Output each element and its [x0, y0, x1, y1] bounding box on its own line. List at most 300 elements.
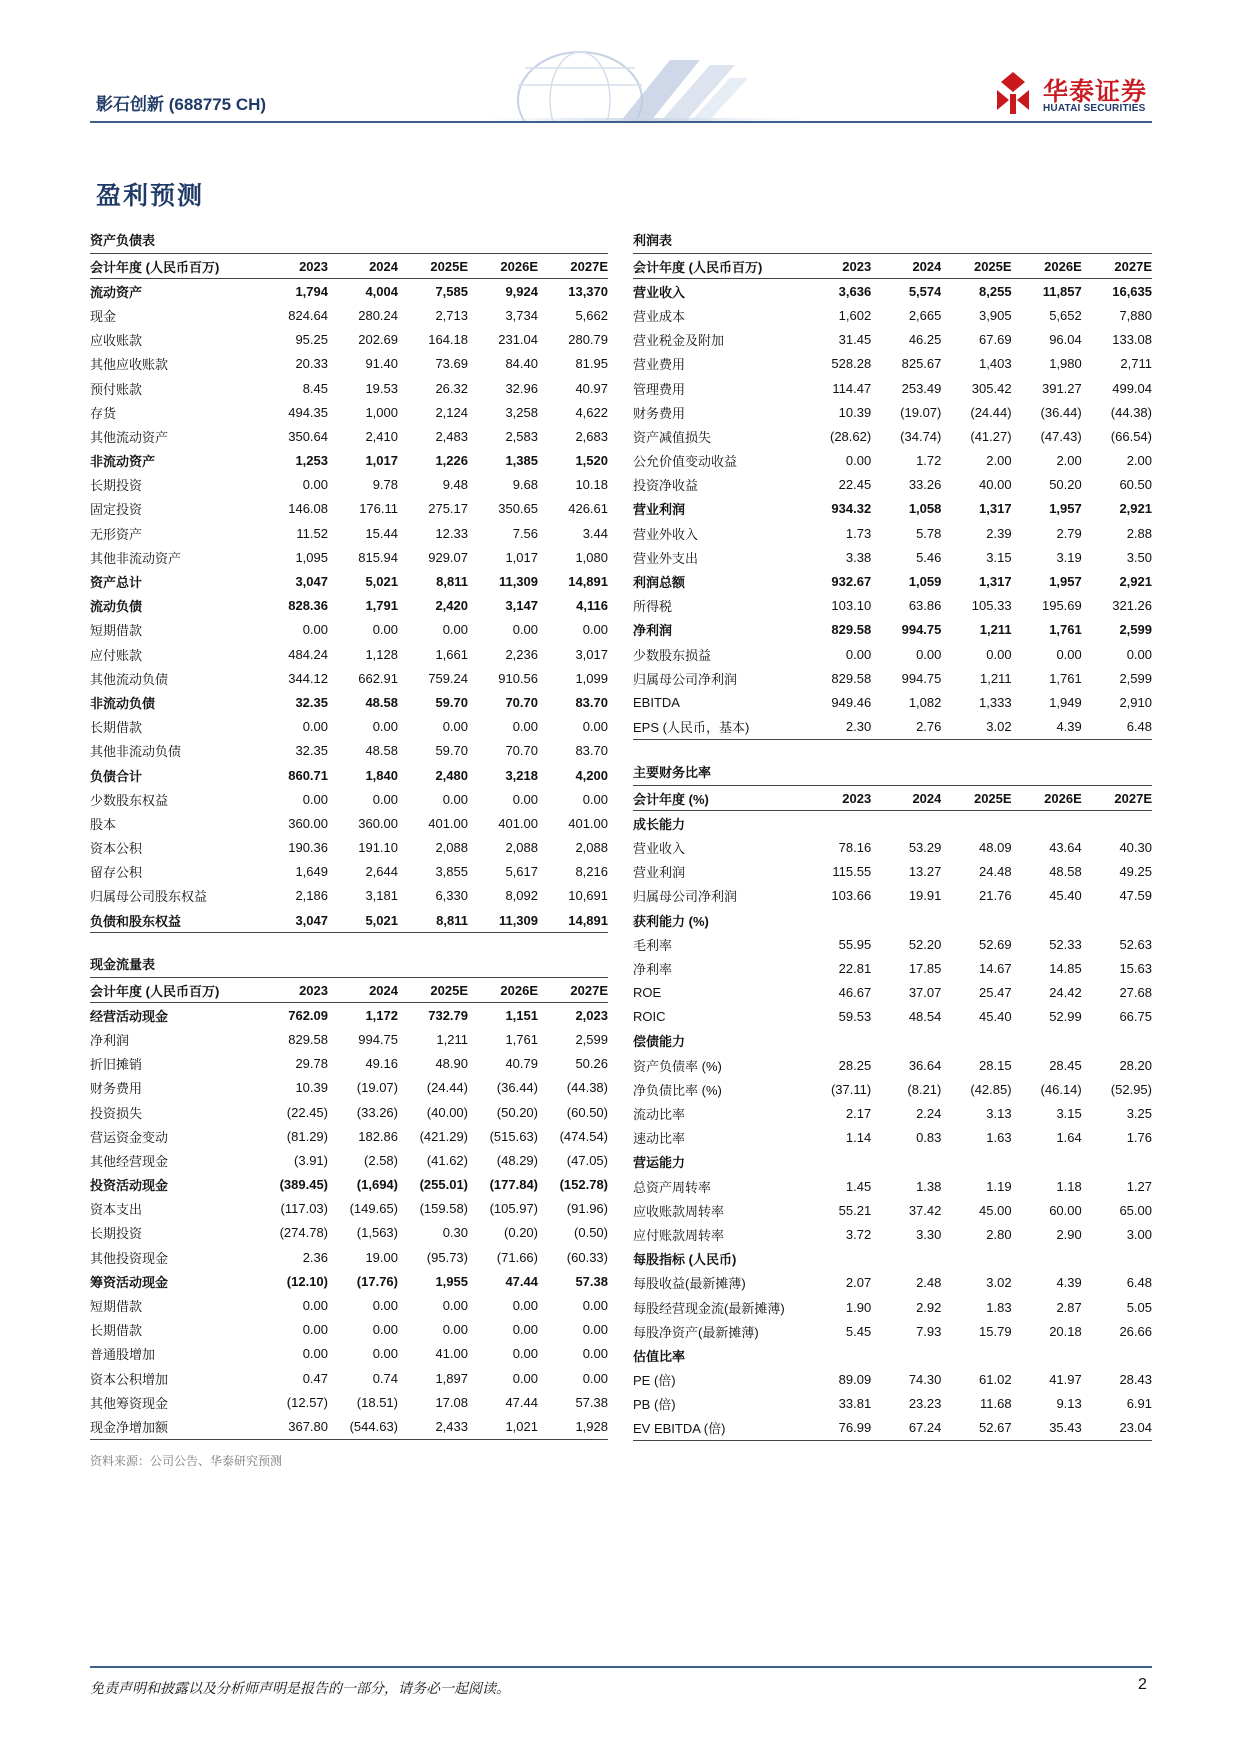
table-row [633, 666, 1152, 690]
row-value: 1.14 [845, 1130, 872, 1146]
table-row [90, 594, 608, 618]
table-title: 现金流量表 [90, 953, 608, 978]
row-value: 1,172 [365, 1007, 398, 1023]
row-value: 52.63 [1119, 936, 1152, 952]
row-value: 2,236 [505, 646, 538, 662]
row-value: 2,023 [575, 1007, 608, 1023]
table-row [90, 1414, 608, 1439]
row-value: 3.38 [845, 549, 872, 565]
table-row [90, 690, 608, 714]
row-value: (24.44) [426, 1080, 468, 1096]
table-row [633, 279, 1152, 304]
year-header: 2023 [801, 786, 871, 811]
section-title: 盈利预测 [96, 182, 205, 210]
row-value: 63.86 [908, 598, 942, 614]
row-value: 47.44 [505, 1394, 538, 1410]
row-value: 4,116 [576, 598, 608, 614]
header-label: 会计年度 (人民币百万) [90, 978, 258, 1003]
row-value: (46.14) [1040, 1081, 1082, 1097]
row-value: (1,563) [356, 1225, 398, 1241]
row-value: 4,004 [365, 283, 398, 299]
row-value: 19.00 [365, 1249, 398, 1265]
row-value: 20.18 [1049, 1323, 1082, 1339]
row-value: (47.05) [566, 1152, 608, 1168]
row-label: 获利能力 (%) [633, 913, 709, 929]
row-value: 22.45 [838, 477, 872, 493]
row-label: 营运资金变动 [90, 1129, 169, 1145]
table-row [90, 473, 608, 497]
row-value: 11,309 [468, 908, 538, 933]
row-value: (17.76) [356, 1273, 398, 1289]
row-value: 7.93 [916, 1323, 942, 1339]
row-label: 归属母公司净利润 [633, 671, 738, 687]
row-value: 0.00 [845, 453, 872, 469]
table-row [90, 860, 608, 884]
row-label: 非流动资产 [90, 454, 156, 470]
row-value: 2,583 [505, 428, 538, 444]
row-value: 9.68 [512, 477, 538, 493]
table-row [633, 594, 1152, 618]
row-label: 长期投资 [90, 1226, 143, 1242]
row-value: (544.63) [328, 1414, 398, 1439]
row-value: 0.00 [302, 719, 328, 735]
row-value: 2,088 [435, 840, 468, 856]
row-value [1082, 908, 1152, 932]
table-row [633, 1247, 1152, 1271]
table-row [90, 521, 608, 545]
row-label: 负债和股东权益 [90, 908, 258, 933]
row-value: 35.43 [1012, 1416, 1082, 1441]
table-row [633, 328, 1152, 352]
row-value [1082, 811, 1152, 836]
row-value: 10.39 [838, 404, 872, 420]
row-label: 无形资产 [90, 526, 143, 542]
year-header: 2025E [398, 254, 468, 279]
row-value: 52.33 [1049, 936, 1082, 952]
table-row [633, 1416, 1152, 1441]
row-value: 83.70 [575, 743, 608, 759]
row-value: 5.45 [845, 1323, 872, 1339]
table-row [633, 1271, 1152, 1295]
row-label: 归属母公司净利润 [633, 889, 738, 905]
row-label: 现金净增加额 [90, 1414, 258, 1439]
row-label: 其他应收账款 [90, 357, 169, 373]
row-value: (0.20) [504, 1225, 538, 1241]
row-value: (33.26) [356, 1104, 398, 1120]
row-value: 321.26 [1112, 598, 1152, 614]
row-value: 76.99 [801, 1416, 871, 1441]
row-value: 1,000 [365, 404, 398, 420]
year-header: 2024 [871, 786, 941, 811]
row-value: (0.50) [574, 1225, 608, 1241]
row-value: 499.04 [1112, 380, 1152, 396]
row-value: 2.87 [1056, 1299, 1082, 1315]
row-value: 528.28 [831, 356, 872, 372]
row-value: 15.79 [979, 1323, 1012, 1339]
logo-english-name: HUATAI SECURITIES [1043, 103, 1146, 114]
row-value: 0.00 [372, 791, 398, 807]
row-label: 营运能力 [633, 1155, 686, 1171]
row-value: 0.00 [302, 1346, 328, 1362]
year-header: 2026E [1012, 786, 1082, 811]
row-value: 1,661 [435, 646, 468, 662]
row-label: 每股指标 (人民币) [633, 1252, 737, 1268]
row-value: 0.00 [582, 622, 608, 638]
row-label: 净利润 [90, 1032, 130, 1048]
row-value: 3.15 [1056, 1106, 1082, 1122]
financial-ratios-table [633, 761, 1152, 1441]
row-value: 11,309 [498, 574, 538, 590]
table-row [633, 497, 1152, 521]
source-note: 资料来源：公司公告、华泰研究预测 [90, 1454, 283, 1468]
row-value: 91.40 [365, 356, 398, 372]
row-label: 负债合计 [90, 768, 143, 784]
row-value: (81.29) [286, 1128, 328, 1144]
row-label: 资产减值损失 [633, 429, 712, 445]
row-value: (389.45) [279, 1177, 328, 1193]
row-value [871, 1247, 941, 1271]
row-value: 55.95 [838, 936, 872, 952]
row-value: 2.79 [1056, 525, 1082, 541]
table-row [90, 739, 608, 763]
row-label: 营业费用 [633, 357, 686, 373]
row-value: 231.04 [498, 332, 538, 348]
table-row [633, 376, 1152, 400]
row-value: 25.47 [979, 985, 1012, 1001]
row-value: 1,317 [979, 574, 1012, 590]
row-value: 0.00 [986, 646, 1012, 662]
row-value: 360.00 [288, 815, 328, 831]
row-value: 45.40 [979, 1009, 1012, 1025]
row-value: 40.97 [575, 380, 608, 396]
row-value: 0.00 [512, 622, 538, 638]
row-value: 1,128 [365, 646, 398, 662]
row-value: (1,694) [356, 1177, 398, 1193]
row-value: 33.26 [908, 477, 942, 493]
row-value [801, 1029, 871, 1053]
row-label: 营业成本 [633, 308, 686, 324]
row-value: 57.38 [575, 1273, 608, 1289]
row-value: 9,924 [505, 283, 538, 299]
row-value: 3.44 [582, 525, 608, 541]
row-value: (8.21) [907, 1081, 942, 1097]
table-row [633, 1029, 1152, 1053]
row-value: (28.62) [829, 428, 872, 444]
row-value: (47.43) [1040, 428, 1082, 444]
row-value: 20.33 [295, 356, 328, 372]
row-value: 6.91 [1126, 1396, 1152, 1412]
row-value: 0.00 [512, 1322, 538, 1338]
year-header: 2023 [258, 254, 328, 279]
row-value: 1,059 [908, 574, 942, 590]
row-value [871, 908, 941, 932]
row-label: 营业收入 [633, 840, 686, 856]
row-value: (36.44) [496, 1080, 538, 1096]
row-label: 少数股东损益 [633, 647, 712, 663]
row-label: 财务费用 [90, 1081, 143, 1097]
row-value: 52.99 [1049, 1009, 1082, 1025]
row-label: 其他流动资产 [90, 429, 169, 445]
row-value: 2.92 [916, 1299, 942, 1315]
row-label: 非流动负债 [90, 695, 156, 711]
row-value: 66.75 [1119, 1009, 1152, 1025]
row-value: 2,088 [505, 840, 538, 856]
row-value: 8,811 [398, 908, 468, 933]
row-value: (19.07) [900, 404, 942, 420]
row-label: 净利润 [633, 623, 673, 639]
row-value: 9.13 [1056, 1396, 1082, 1412]
row-value: 28.20 [1119, 1057, 1152, 1073]
row-value: 2.17 [845, 1106, 872, 1122]
row-value: 28.25 [838, 1057, 872, 1073]
row-label: 其他非流动资产 [90, 550, 182, 566]
table-row [90, 449, 608, 473]
row-label: 其他非流动负债 [90, 744, 182, 760]
row-value: 5,021 [328, 908, 398, 933]
row-value: 40.79 [505, 1056, 538, 1072]
row-value: 1,791 [365, 598, 398, 614]
table-row [90, 1342, 608, 1366]
row-label: 长期投资 [90, 478, 143, 494]
row-value: 0.00 [512, 791, 538, 807]
table-row [90, 1197, 608, 1221]
row-value: 253.49 [901, 380, 942, 396]
row-value: (274.78) [279, 1225, 328, 1241]
row-value [1012, 1150, 1082, 1174]
row-value: 0.00 [442, 791, 468, 807]
row-value: 1,226 [435, 453, 468, 469]
table-row [90, 763, 608, 787]
row-value: (44.38) [1110, 404, 1152, 420]
row-value: 2,410 [365, 428, 398, 444]
row-value: 36.64 [908, 1057, 942, 1073]
year-header: 2023 [258, 978, 328, 1003]
table-row [633, 545, 1152, 569]
row-value: (149.65) [349, 1201, 398, 1217]
row-label: EPS (人民币，基本) [633, 715, 801, 740]
table-row [90, 1221, 608, 1245]
row-value: 21.76 [979, 888, 1012, 904]
header-divider [90, 121, 1152, 123]
row-value: 50.26 [575, 1056, 608, 1072]
row-value: 11.68 [979, 1396, 1012, 1412]
year-header: 2023 [801, 254, 871, 279]
table-row [90, 1100, 608, 1124]
year-header: 2024 [328, 978, 398, 1003]
row-label: 利润总额 [633, 575, 686, 591]
table-row [633, 1126, 1152, 1150]
row-value: 190.36 [288, 840, 328, 856]
table-row [633, 1198, 1152, 1222]
row-value [941, 1247, 1011, 1271]
year-header: 2024 [328, 254, 398, 279]
row-value: 391.27 [1041, 380, 1082, 396]
row-value: 0.00 [372, 622, 398, 638]
row-label: 每股净资产(最新摊薄) [633, 1324, 759, 1340]
row-value: 1,080 [575, 549, 608, 565]
row-value: 1,949 [1049, 694, 1082, 710]
table-row [633, 715, 1152, 740]
row-label: 估值比率 [633, 1348, 686, 1364]
row-label: 营业利润 [633, 865, 686, 881]
row-value: 1,602 [838, 307, 872, 323]
row-value: 12.33 [435, 525, 468, 541]
table-row [90, 642, 608, 666]
row-value: 47.59 [1119, 888, 1152, 904]
row-value: 9.78 [372, 477, 398, 493]
row-value: 1.18 [1056, 1178, 1082, 1194]
row-value: 3.15 [986, 549, 1012, 565]
row-value: 65.00 [1119, 1202, 1152, 1218]
row-value: 0.00 [372, 1346, 398, 1362]
row-label: 成长能力 [633, 816, 686, 832]
row-value: 2,599 [1119, 670, 1152, 686]
table-title: 利润表 [633, 229, 1152, 254]
row-value: 13,370 [568, 283, 608, 299]
row-value: 3.02 [986, 1275, 1012, 1291]
row-value: 1,794 [295, 283, 328, 299]
table-row [633, 1343, 1152, 1367]
row-value: 59.53 [838, 1009, 872, 1025]
row-value: 15.44 [365, 525, 398, 541]
table-row [90, 303, 608, 327]
row-value: 96.04 [1049, 332, 1082, 348]
row-value: (24.44) [970, 404, 1012, 420]
table-row [90, 569, 608, 593]
row-value: (255.01) [419, 1177, 468, 1193]
row-value: 2,480 [435, 767, 468, 783]
table-row [90, 1003, 608, 1028]
row-value: (66.54) [1110, 428, 1152, 444]
row-value: 28.43 [1119, 1372, 1152, 1388]
table-row [633, 303, 1152, 327]
row-value: 1.38 [916, 1178, 942, 1194]
row-label: PB (倍) [633, 1397, 676, 1413]
row-value [1012, 1343, 1082, 1367]
row-label: 流动资产 [90, 284, 143, 300]
table-row [90, 400, 608, 424]
row-value: 0.47 [302, 1370, 328, 1386]
income-statement-table [633, 229, 1152, 740]
year-header: 2026E [1012, 254, 1082, 279]
row-value: 105.33 [971, 598, 1012, 614]
row-value [1012, 908, 1082, 932]
table-row [633, 1319, 1152, 1343]
row-value: 146.08 [288, 501, 328, 517]
logo-chinese-name: 华泰证券 [1043, 78, 1148, 106]
row-value: 1.72 [916, 453, 942, 469]
row-value: 0.00 [845, 646, 872, 662]
row-label: 应付账款 [90, 647, 143, 663]
header-label: 会计年度 (人民币百万) [90, 254, 258, 279]
row-value: (159.58) [419, 1201, 468, 1217]
table-row [633, 690, 1152, 714]
row-value: 6,330 [435, 888, 468, 904]
table-title: 资产负债表 [90, 229, 608, 254]
row-value: 52.20 [908, 936, 942, 952]
row-value: 824.64 [288, 307, 328, 323]
row-value: 3.72 [845, 1226, 872, 1242]
row-value: 37.07 [908, 985, 942, 1001]
row-label: 资产负债率 (%) [633, 1058, 722, 1074]
row-value: 3.25 [1126, 1106, 1152, 1122]
row-value: 0.00 [512, 719, 538, 735]
row-value [801, 908, 871, 932]
row-value: 1,017 [365, 453, 398, 469]
table-row [90, 1173, 608, 1197]
row-value: 1.27 [1126, 1178, 1152, 1194]
row-label: 归属母公司股东权益 [90, 889, 208, 905]
table-row [90, 666, 608, 690]
row-value: 1,253 [295, 453, 328, 469]
table-row [90, 328, 608, 352]
table-row [90, 908, 608, 933]
row-value: 0.00 [442, 719, 468, 735]
row-label: 短期借款 [90, 623, 143, 639]
row-value: 24.48 [979, 864, 1012, 880]
table-row [633, 1150, 1152, 1174]
row-value: 17.85 [908, 960, 942, 976]
row-value: 48.54 [908, 1009, 942, 1025]
row-value: 16,635 [1112, 283, 1152, 299]
row-value: 10.18 [575, 477, 608, 493]
row-value: 33.81 [838, 1396, 872, 1412]
row-value: 9.48 [442, 477, 468, 493]
row-value: 47.44 [505, 1273, 538, 1289]
row-value: 2,599 [1119, 622, 1152, 638]
row-label: 资本公积 [90, 841, 143, 857]
row-value: 55.21 [838, 1202, 872, 1218]
row-value: 11,857 [1042, 283, 1082, 299]
balance-sheet-table [90, 229, 608, 933]
row-value: 1,385 [505, 453, 538, 469]
table-row [90, 545, 608, 569]
row-value [941, 1029, 1011, 1053]
row-value [1082, 1343, 1152, 1367]
row-label: 应收账款周转率 [633, 1203, 725, 1219]
table-row [633, 884, 1152, 908]
row-value: 48.90 [435, 1056, 468, 1072]
table-row [90, 787, 608, 811]
row-value: 10,691 [568, 888, 608, 904]
row-value [871, 1150, 941, 1174]
row-value: 1.64 [1056, 1130, 1082, 1146]
table-row [633, 1392, 1152, 1416]
row-value: 37.42 [908, 1202, 942, 1218]
row-label: 应收账款 [90, 333, 143, 349]
row-value: 1,761 [1049, 670, 1082, 686]
row-value: 2.88 [1126, 525, 1152, 541]
row-value: 1,980 [1049, 356, 1082, 372]
row-label: 营业收入 [633, 284, 686, 300]
row-value: 2.00 [1126, 453, 1152, 469]
row-value: (421.29) [419, 1128, 468, 1144]
row-value: 0.00 [302, 622, 328, 638]
row-value: 0.00 [582, 1298, 608, 1314]
row-value: 829.58 [831, 670, 872, 686]
row-value: 2,433 [398, 1414, 468, 1439]
table-row [633, 569, 1152, 593]
row-value: 828.36 [288, 598, 328, 614]
row-value: 0.00 [302, 1298, 328, 1314]
row-value: 280.24 [358, 307, 398, 323]
row-value: 40.00 [979, 477, 1012, 493]
row-value: 0.00 [442, 622, 468, 638]
row-value: 0.00 [512, 1346, 538, 1362]
row-value: 1,017 [505, 549, 538, 565]
row-value: 2,124 [435, 404, 468, 420]
row-value: 825.67 [901, 356, 942, 372]
